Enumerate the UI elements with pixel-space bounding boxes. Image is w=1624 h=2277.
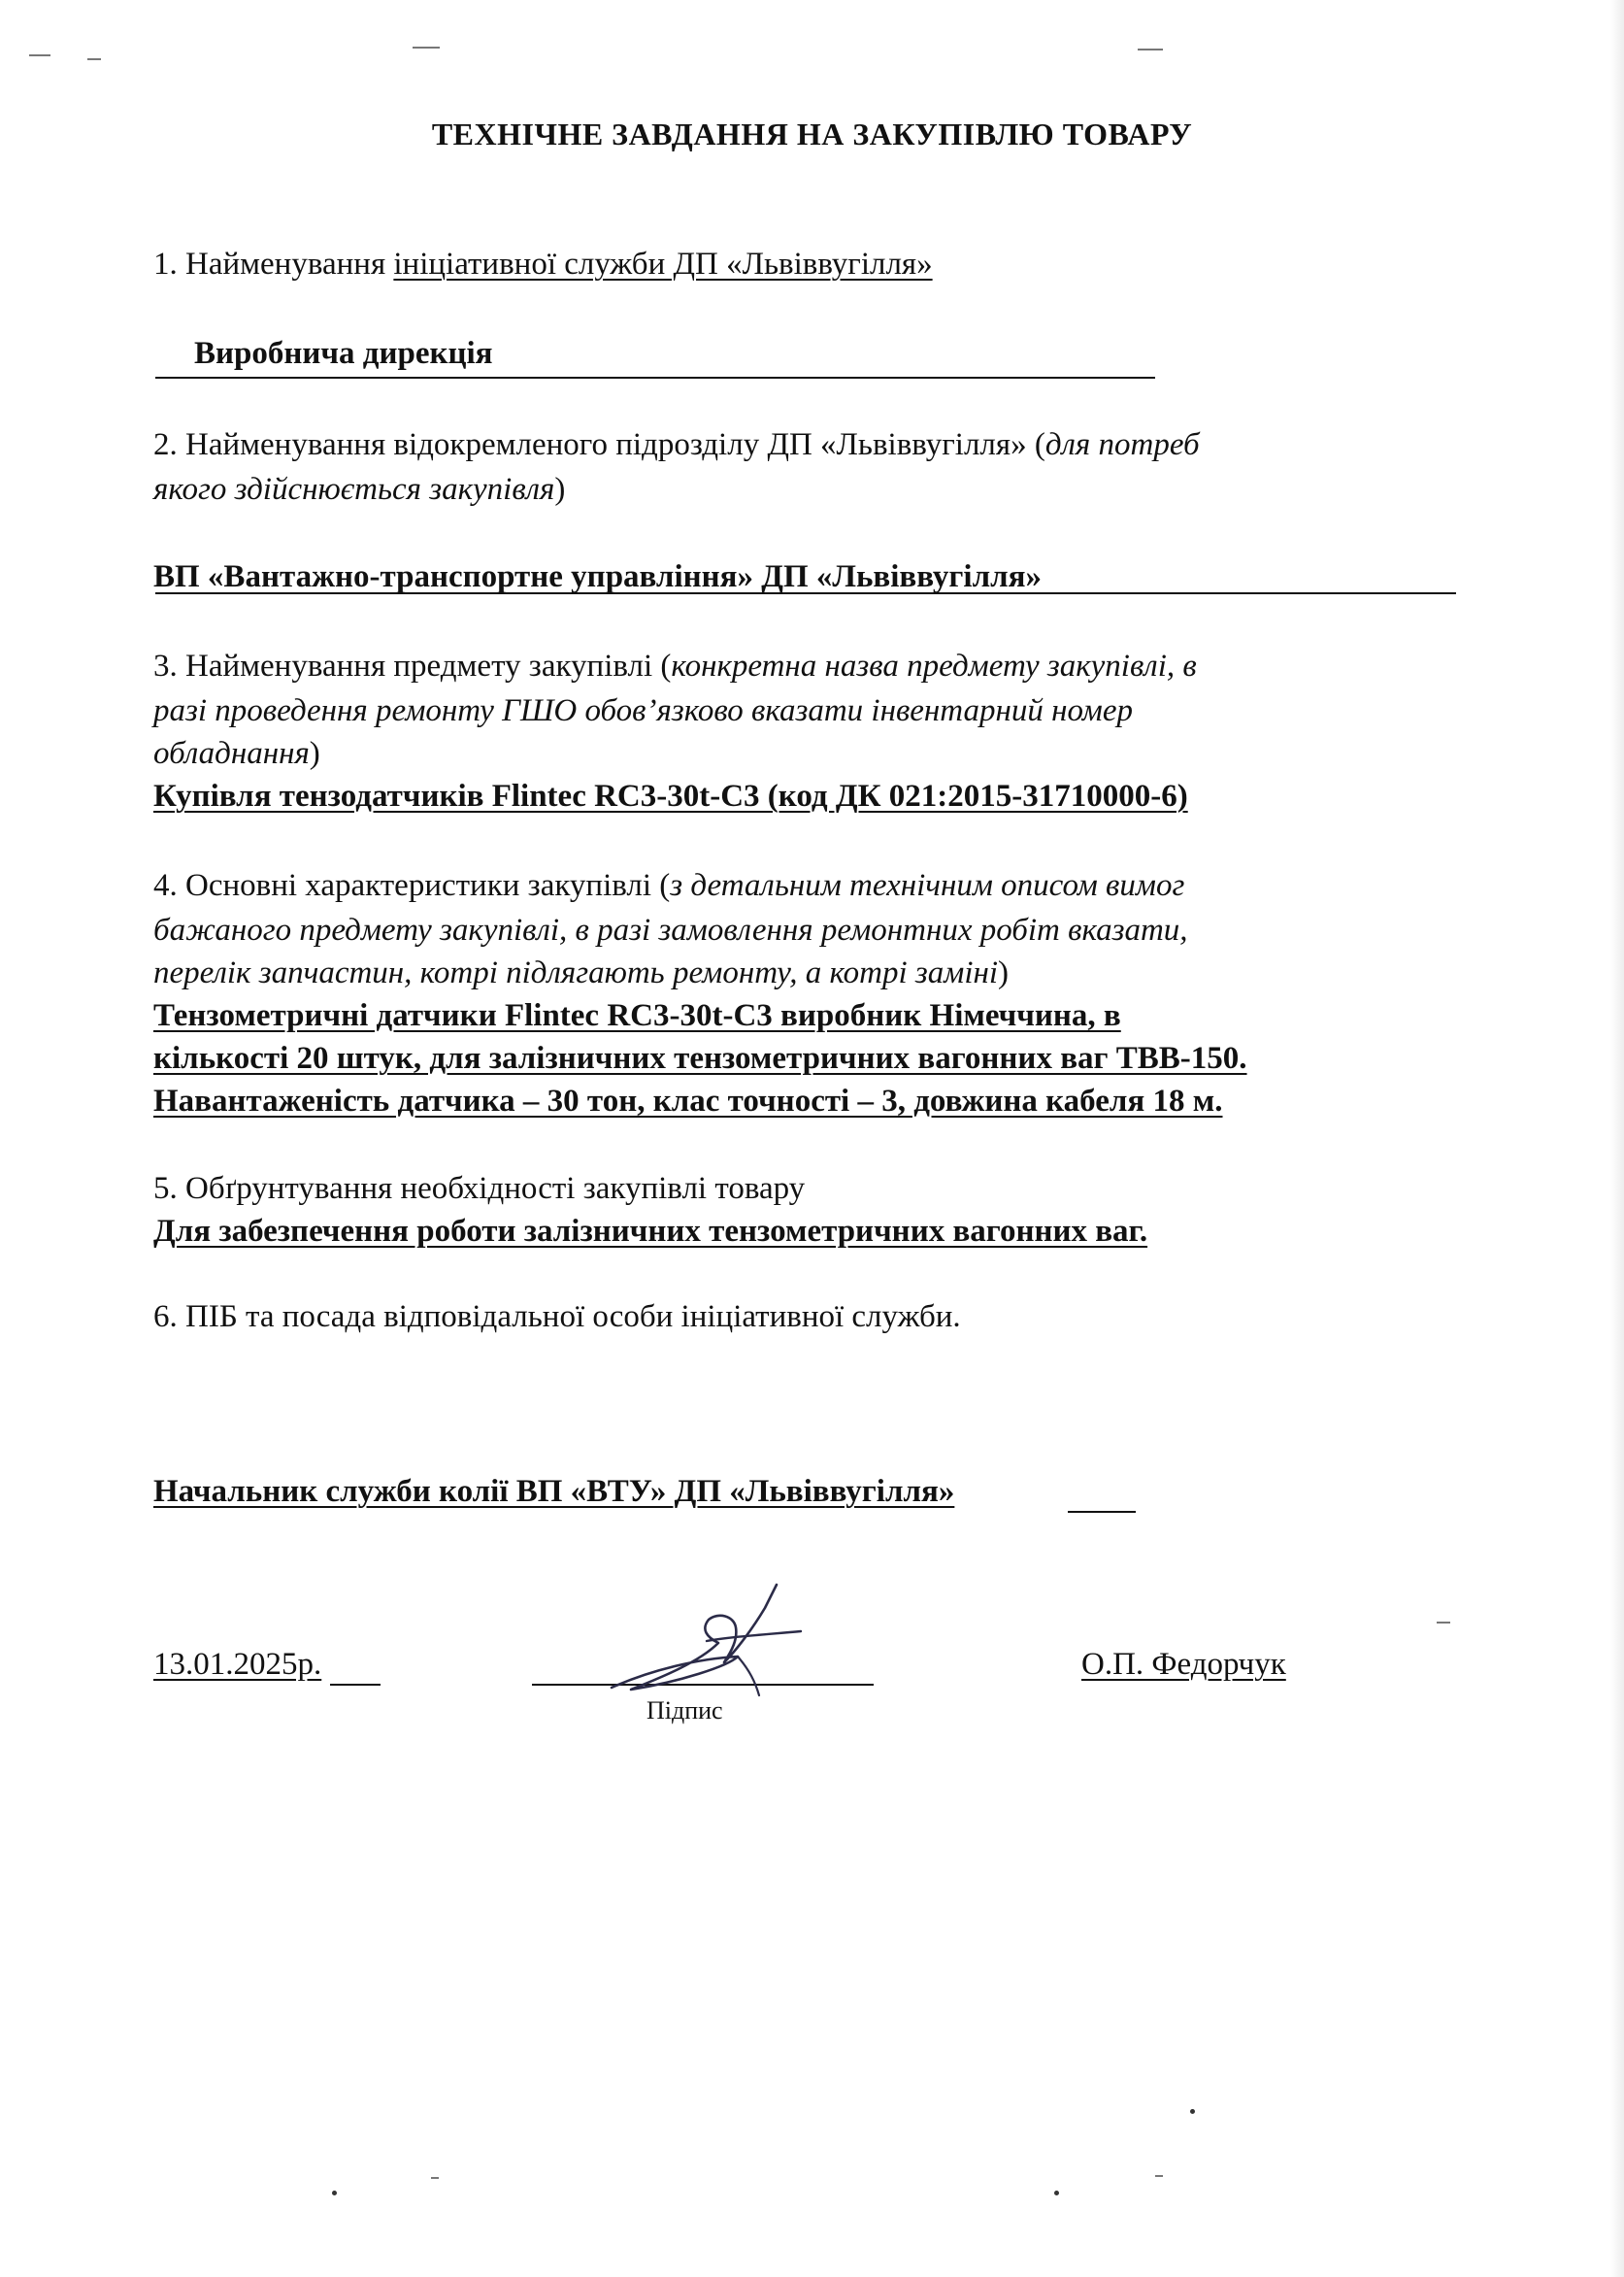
- scan-speck: [332, 2191, 337, 2195]
- item4-value-line3: Навантаженість датчика – 30 тон, клас точності – 3, довжина кабеля 18 м.: [153, 1084, 1223, 1119]
- signer-name: О.П. Федорчук: [1081, 1647, 1286, 1682]
- scan-edge-shadow: [1610, 0, 1624, 2277]
- scan-mark: [431, 2177, 439, 2179]
- item2-value: ВП «Вантажно-транспортне управління» ДП «Львіввугілля»: [153, 559, 1042, 594]
- item5-value: Для забезпечення роботи залізничних тензометричних вагонних ваг.: [153, 1214, 1148, 1249]
- item1-fill-line: [155, 377, 1155, 379]
- item6-label: 6. ПІБ та посада відповідальної особи ініціативної служби.: [153, 1299, 961, 1334]
- scan-mark: [1138, 49, 1163, 50]
- item3-note-line2: разі проведення ремонту ГШО обов’язково вказати інвентарний номер: [153, 693, 1133, 728]
- item4-label: 4. Основні характеристики закупівлі (з детальним технічним описом вимог: [153, 868, 1185, 903]
- scan-speck: [1054, 2191, 1059, 2195]
- position-fill-line: [1068, 1511, 1136, 1513]
- scan-mark: [87, 58, 101, 60]
- item3-label: 3. Найменування предмету закупівлі (конкретна назва предмету закупівлі, в: [153, 649, 1197, 684]
- item4-value-line2: кількості 20 штук, для залізничних тензометричних вагонних ваг ТВВ-150.: [153, 1041, 1247, 1076]
- item4-note-line2: бажаного предмету закупівлі, в разі замовлення ремонтних робіт вказати,: [153, 913, 1188, 948]
- item2-label: 2. Найменування відокремленого підрозділу ДП «Львіввугілля» (для потреб: [153, 427, 1200, 462]
- scan-mark: [413, 47, 440, 49]
- date: 13.01.2025р.: [153, 1647, 322, 1682]
- date-fill-line: [330, 1684, 381, 1686]
- handwritten-signature: [592, 1573, 815, 1709]
- responsible-position: Начальник служби колії ВП «ВТУ» ДП «Львіввугілля»: [153, 1474, 955, 1509]
- item1-label: 1. Найменування ініціативної служби ДП «Львіввугілля»: [153, 247, 933, 282]
- item2-note: якого здійснюється закупівля): [153, 472, 566, 507]
- item1-value: Виробнича дирекція: [194, 336, 493, 371]
- scan-mark: [29, 54, 50, 56]
- scan-mark: [1437, 1622, 1450, 1624]
- item3-note-line3: обладнання): [153, 736, 320, 771]
- scan-speck: [1190, 2109, 1195, 2114]
- item1-label-underlined: ініціативної служби ДП «Львіввугілля»: [393, 247, 933, 282]
- document-title: ТЕХНІЧНЕ ЗАВДАННЯ НА ЗАКУПІВЛЮ ТОВАРУ: [431, 117, 1193, 151]
- item3-value: Купівля тензодатчиків Flintec RC3-30t-C3 (код ДК 021:2015-31710000-6): [153, 779, 1188, 814]
- item5-label: 5. Обґрунтування необхідності закупівлі товару: [153, 1171, 806, 1206]
- item4-value-line1: Тензометричні датчики Flintec RC3-30t-C3 виробник Німеччина, в: [153, 998, 1121, 1033]
- scan-mark: [1155, 2175, 1163, 2177]
- signature-caption: Підпис: [646, 1696, 723, 1724]
- item4-note-line3: перелік запчастин, котрі підлягають ремонту, а котрі заміні): [153, 955, 1010, 990]
